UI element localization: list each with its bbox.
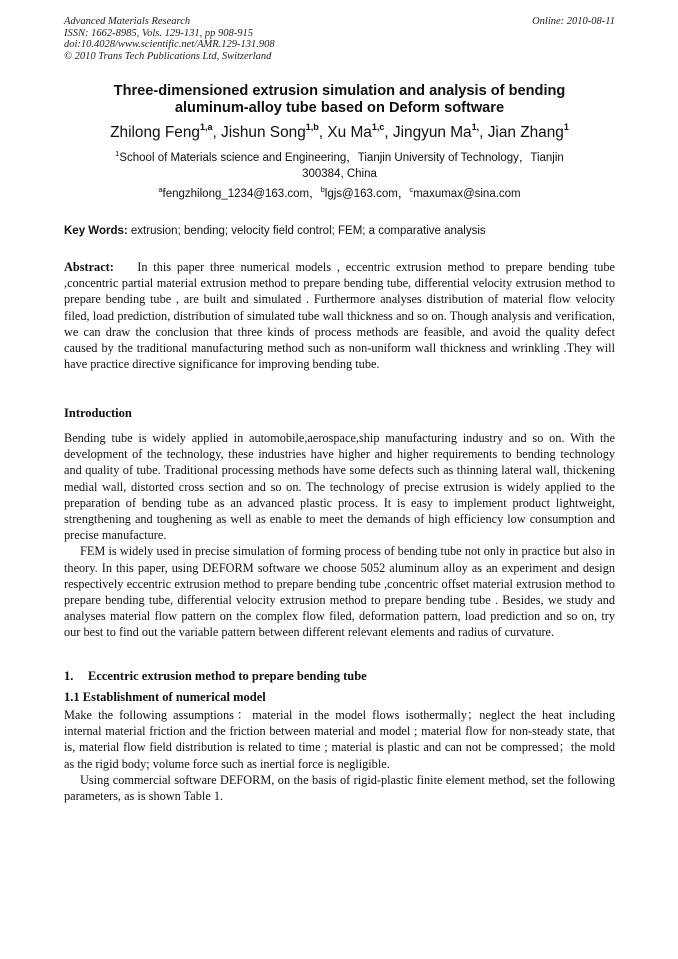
author-separator: , [384,124,393,141]
doi-line: doi:10.4028/www.scientific.net/AMR.129-131.908 [64,39,275,51]
introduction-body [64,430,615,641]
paragraph: Make the following assumptions：material in the model flows isothermally；neglect the heat including internal material friction and the friction between material and model ; material flow for non-steady state, that is, material flow field distribution is related to time ; material is plastic and can not be compressed；the mold as the rigid body; volume force such as inertial force is negligible. [64,708,615,771]
author [327,124,393,141]
title-line-2: aluminum-alloy tube based on Deform software [174,100,505,116]
author [221,124,327,141]
author-name: Zhilong Feng [110,124,200,141]
abstract-label: Abstract: [64,260,114,274]
title-line-1: Three-dimensioned extrusion simulation and analysis of bending [113,83,566,99]
keywords-label: Key Words: [64,225,128,237]
section-1-1-body [64,707,615,804]
author-separator: , [479,124,488,141]
affiliation [64,150,615,182]
author-affil-mark: 1,c [371,122,385,132]
affiliation-line-2: 300384, China [302,168,377,180]
email-address: lgjs@163.com， [324,188,410,200]
author-affil-mark: 1,a [199,122,213,132]
author-affil-mark: 1 [563,122,569,132]
keywords [64,223,615,239]
author-name: Jian Zhang [487,124,564,141]
paragraph: Using commercial software DEFORM, on the basis of rigid-plastic finite element method, set the following parameters, as is shown Table 1. [64,772,615,804]
section-number: 1. [64,669,74,683]
email-list [64,186,615,202]
abstract-text: In this paper three numerical models , eccentric extrusion method to prepare bending tube ,concentric partial material extrusion method to prepare bending tube, differential velocity extrusion method to prepare bending tube , are built and simulated . Furthermore analyses distribution of material flow velocity filed, load prediction, distribution of simulated tube wall thickness and so on. Though analysis and verification, we can draw the conclusion that three kinds of process methods are feasible, and avoid the quality defect caused by the traditional manufacturing method such as non-uniform wall thickness and wrinkling .They will have practice directive significance for improving bending tube. [64,260,615,372]
email-mark: c [409,185,414,194]
introduction-heading: Introduction [64,406,132,420]
author-list [64,124,615,142]
email-mark: a [158,185,163,194]
email-address: maxumax@sina.com [413,188,521,200]
author [110,124,221,141]
keywords-text: extrusion; bending; velocity field control; FEM; a comparative analysis [130,225,486,237]
paragraph: FEM is widely used in precise simulation of forming process of bending tube not only in practice but also in theory. In this paper, using DEFORM software we choose 5052 aluminum alloy as an experiment and design respectively eccentric extrusion method to prepare bending tube ,concentric offset material extrusion method to prepare bending tube, differential velocity extrusion method to prepare bending tube . Besides, we study and analyses material flow pattern on the complex flow filed, deformation pattern, load prediction and so on, try our best to find out the variable pattern between different relevant elements and radius of curvature. [64,544,615,640]
online-date: Online: 2010-08-11 [532,16,615,27]
paragraph: Bending tube is widely applied in automobile,aerospace,ship manufacturing industry and so on. With the development of the technology, these industries have higher and higher requirements to bending technology and quality of tube. Traditional processing methods have some defects such as thinning lateral wall, thickening medial wall, distorted cross section and so on. The technology of precise extrusion is widely applied to the preparation of bending tube as an advanced plastic process. It is easy to implement product lightweight, strengthening and toughening as well as enable to meet the demands of high efficiency low consumption and precise manufacture. [64,431,615,543]
author-separator: , [318,124,328,141]
journal-header [64,16,615,62]
abstract [64,259,615,372]
author-affil-mark: 1, [471,122,480,132]
email-address: fengzhilong_1234@163.com， [162,188,321,200]
affiliation-line-1: School of Materials science and Engineering，Tianjin University of Technology，Tianjin [119,152,564,164]
author-affil-mark: 1,b [305,122,319,132]
issn-line: ISSN: 1662-8985, Vols. 129-131, pp 908-915 [64,27,253,39]
section-1-1-heading: 1.1 Establishment of numerical model [64,690,266,704]
email-mark: b [320,185,325,194]
author [488,124,569,141]
author-name: Jingyun Ma [392,124,472,141]
section-title: Eccentric extrusion method to prepare bending tube [88,669,367,683]
copyright-line: © 2010 Trans Tech Publications Ltd, Switzerland [64,50,272,62]
author-name: Jishun Song [221,124,306,141]
section-1-heading [64,668,615,684]
affiliation-mark: 1 [115,149,120,158]
author-name: Xu Ma [327,124,372,141]
author [393,124,488,141]
paper-title [64,83,615,117]
author-separator: , [212,124,222,141]
journal-name: Advanced Materials Research [64,16,191,27]
